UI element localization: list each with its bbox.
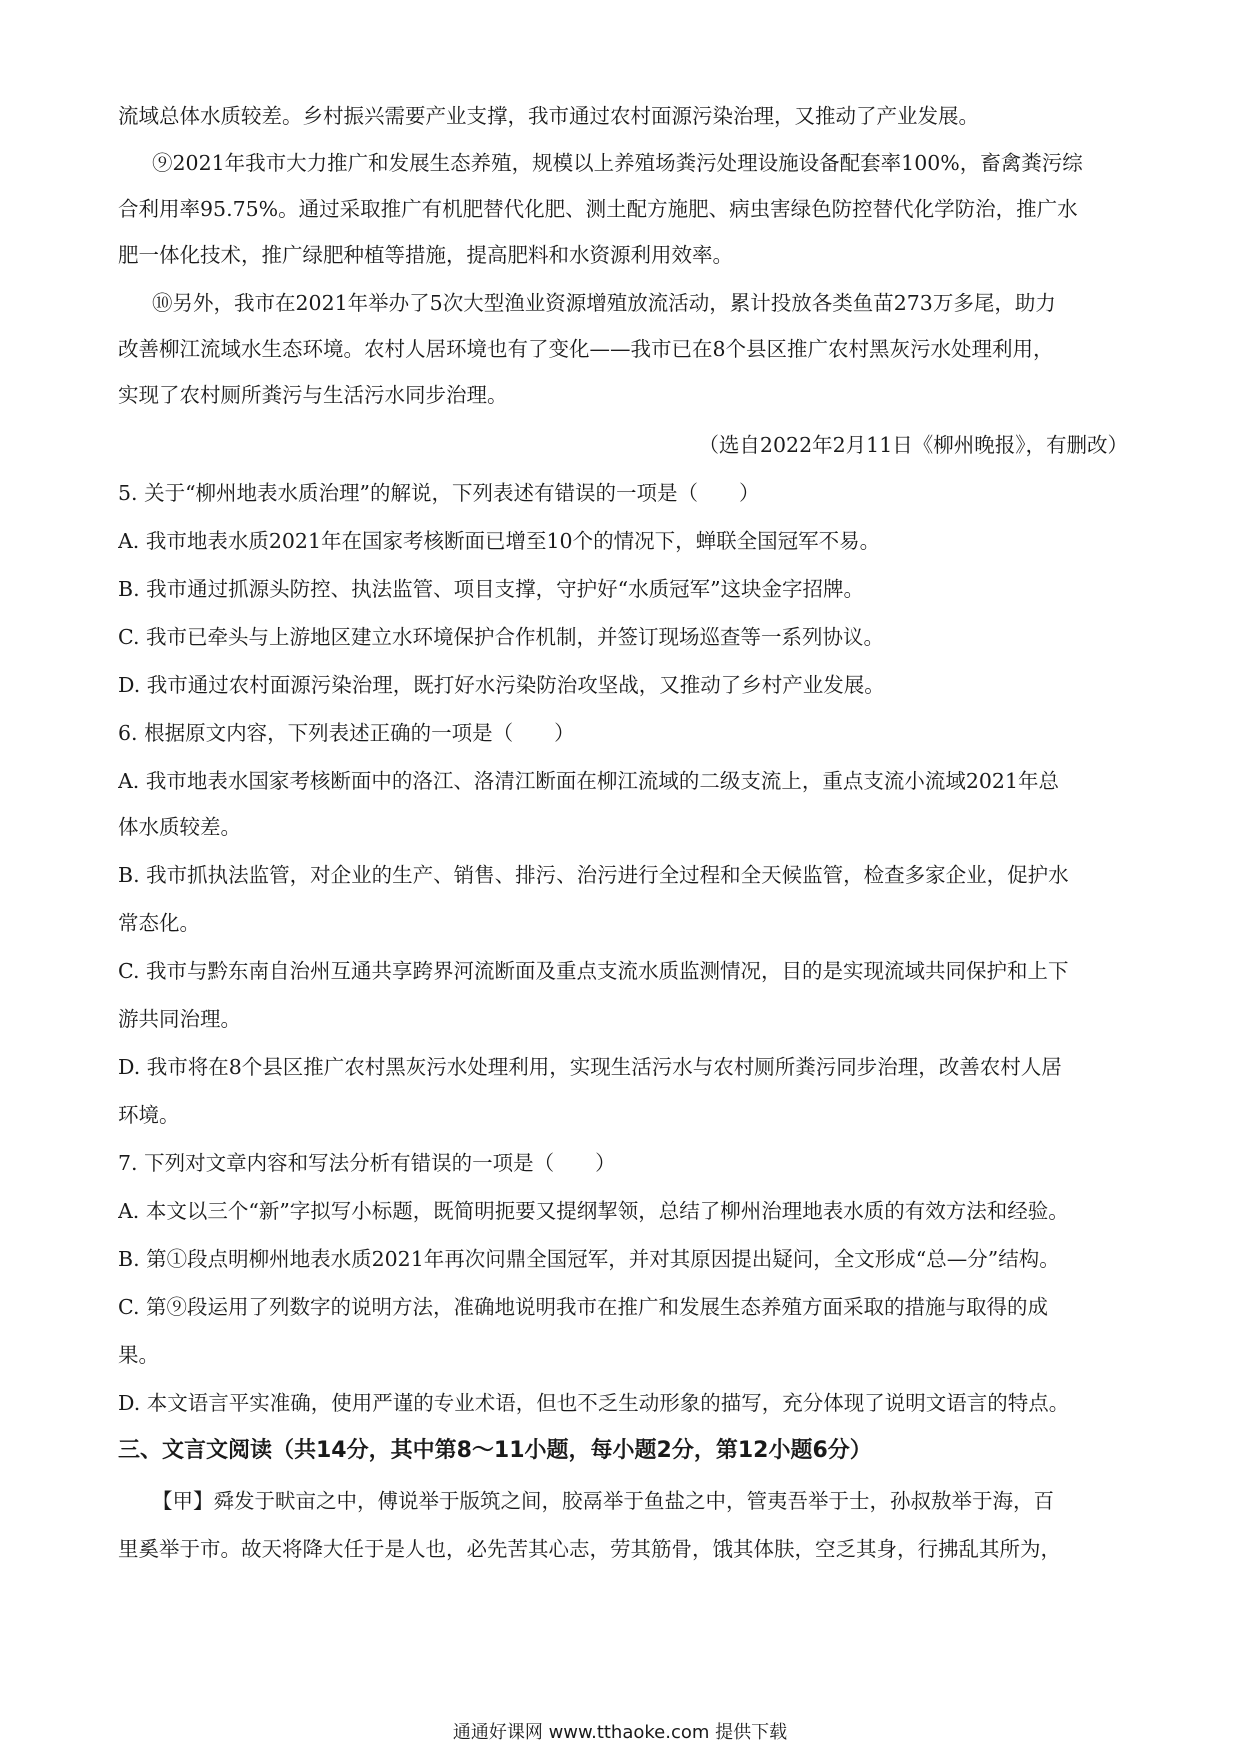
option-6c-cont: 游共同治理。 bbox=[118, 1007, 241, 1031]
option-7c: C. 第⑨段运用了列数字的说明方法，准确地说明我市在推广和发展生态养殖方面采取的措施与取得的成 bbox=[118, 1295, 1048, 1319]
passage-line: 流域总体水质较差。乡村振兴需要产业支撑，我市通过农村面源污染治理，又推动了产业发展。 bbox=[118, 104, 979, 128]
source-citation: （选自2022年2月11日《柳州晚报》，有删改） bbox=[698, 433, 1128, 457]
section-heading: 三、文言文阅读（共14分，其中第8～11小题，每小题2分，第12小题6分） bbox=[118, 1438, 872, 1463]
passage-line: 实现了农村厕所粪污与生活污水同步治理。 bbox=[118, 383, 508, 407]
option-7c-cont: 果。 bbox=[118, 1343, 159, 1367]
option-6a: A. 我市地表水国家考核断面中的洛江、洛清江断面在柳江流域的二级支流上，重点支流小流域2021年总 bbox=[118, 769, 1060, 793]
option-5c: C. 我市已牵头与上游地区建立水环境保护合作机制，并签订现场巡查等一系列协议。 bbox=[118, 625, 884, 649]
option-7b: B. 第①段点明柳州地表水质2021年再次问鼎全国冠军，并对其原因提出疑问，全文形成“总—分”结构。 bbox=[118, 1247, 1060, 1271]
option-5a: A. 我市地表水质2021年在国家考核断面已增至10个的情况下，蝉联全国冠军不易。 bbox=[118, 529, 881, 553]
passage-line: 改善柳江流域水生态环境。农村人居环境也有了变化——我市已在8个县区推广农村黑灰污水处理利用， bbox=[118, 337, 1054, 361]
classical-text-line: 里奚举于市。故天将降大任于是人也，必先苦其心志，劳其筋骨，饿其体肤，空乏其身，行拂乱其所为， bbox=[118, 1537, 1061, 1561]
option-5b: B. 我市通过抓源头防控、执法监管、项目支撑，守护好“水质冠军”这块金字招牌。 bbox=[118, 577, 865, 601]
page-footer: 通通好课网 www.tthaoke.com 提供下载 bbox=[452, 1722, 788, 1743]
option-6d-cont: 环境。 bbox=[118, 1103, 180, 1127]
passage-line: 肥一体化技术，推广绿肥种植等措施，提高肥料和水资源利用效率。 bbox=[118, 243, 733, 267]
option-6a-cont: 体水质较差。 bbox=[118, 815, 241, 839]
question-7: 7. 下列对文章内容和写法分析有错误的一项是（ ） bbox=[118, 1151, 616, 1175]
option-7a: A. 本文以三个“新”字拟写小标题，既简明扼要又提纲挈领，总结了柳州治理地表水质的有效方法和经验。 bbox=[118, 1199, 1069, 1223]
option-5d: D. 我市通过农村面源污染治理，既打好水污染防治攻坚战，又推动了乡村产业发展。 bbox=[118, 673, 885, 697]
option-7d: D. 本文语言平实准确，使用严谨的专业术语，但也不乏生动形象的描写，充分体现了说明文语言的特点。 bbox=[118, 1391, 1070, 1415]
question-5: 5. 关于“柳州地表水质治理”的解说，下列表述有错误的一项是（ ） bbox=[118, 481, 760, 505]
question-6: 6. 根据原文内容，下列表述正确的一项是（ ） bbox=[118, 721, 575, 745]
paragraph-10: ⑩另外，我市在2021年举办了5次大型渔业资源增殖放流活动，累计投放各类鱼苗273万多尾，助力 bbox=[152, 291, 1056, 315]
classical-text-jia: 【甲】舜发于畎亩之中，傅说举于版筑之间，胶鬲举于鱼盐之中，管夷吾举于士，孙叔敖举于海，百 bbox=[152, 1489, 1054, 1513]
option-6b: B. 我市抓执法监管，对企业的生产、销售、排污、治污进行全过程和全天候监管，检查多家企业，促护水 bbox=[118, 863, 1069, 887]
option-6c: C. 我市与黔东南自治州互通共享跨界河流断面及重点支流水质监测情况，目的是实现流域共同保护和上下 bbox=[118, 959, 1069, 983]
option-6d: D. 我市将在8个县区推广农村黑灰污水处理利用，实现生活污水与农村厕所粪污同步治理，改善农村人居 bbox=[118, 1055, 1062, 1079]
option-6b-cont: 常态化。 bbox=[118, 911, 200, 935]
paragraph-9: ⑨2021年我市大力推广和发展生态养殖，规模以上养殖场粪污处理设施设备配套率100%，畜禽粪污综 bbox=[152, 151, 1083, 175]
passage-line: 合利用率95.75%。通过采取推广有机肥替代化肥、测土配方施肥、病虫害绿色防控替代化学防治，推广水 bbox=[118, 197, 1078, 221]
